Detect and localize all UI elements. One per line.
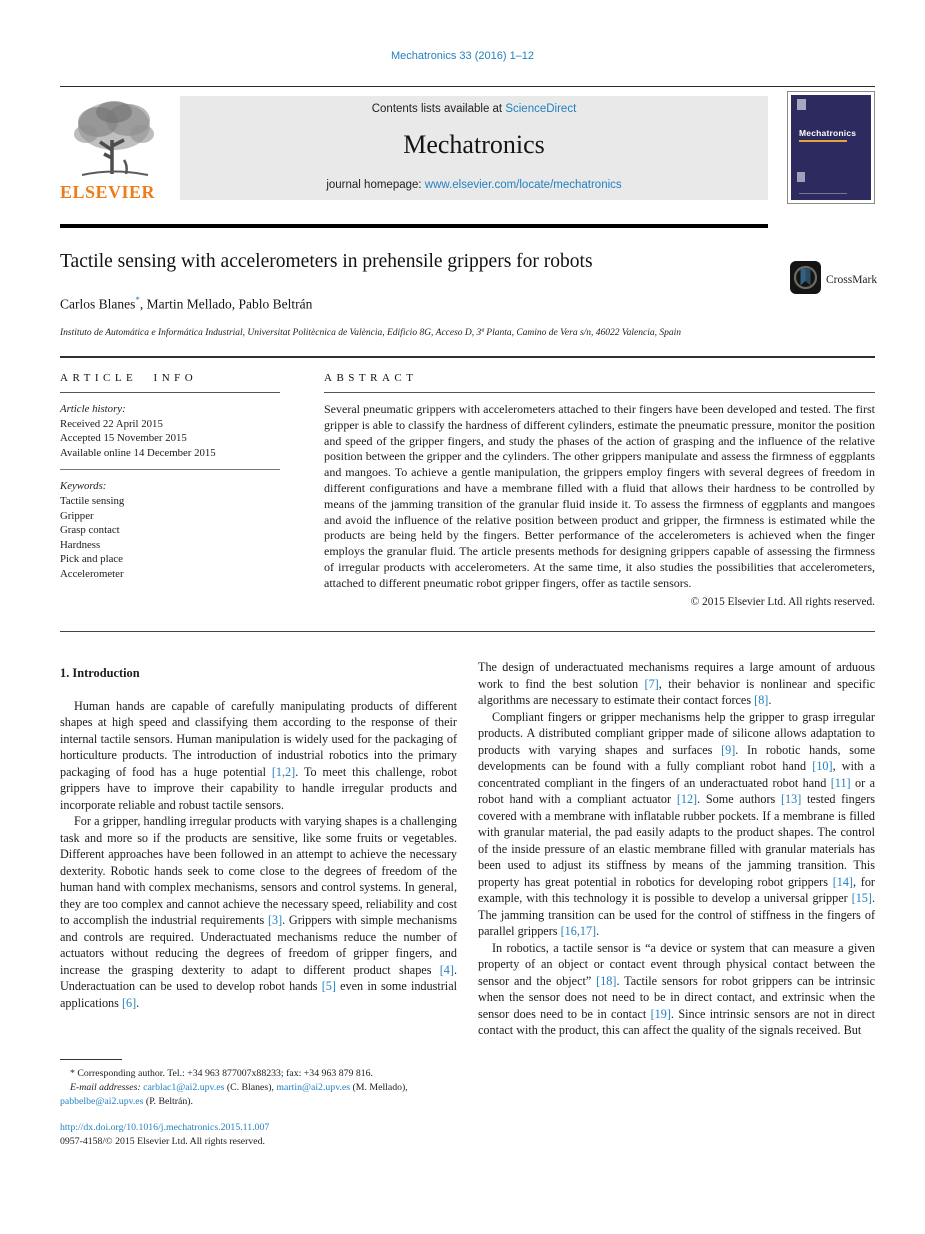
section-heading-introduction: 1. Introduction: [60, 666, 140, 680]
keywords-label: Keywords:: [60, 480, 107, 493]
footnote-block: [60, 1059, 462, 1108]
contents-prefix: Contents lists available at: [371, 103, 506, 115]
footnote-rule: [60, 1059, 122, 1060]
history-online: Available online 14 December 2015: [60, 446, 216, 459]
email-link[interactable]: pabbelbe@ai2.upv.es: [60, 1095, 144, 1107]
email-link[interactable]: carblac1@ai2.upv.es: [143, 1081, 225, 1093]
meta-bottom-divider: [60, 631, 875, 632]
homepage-prefix: journal homepage:: [326, 179, 425, 191]
body-right-column: [478, 659, 875, 1039]
sciencedirect-link[interactable]: ScienceDirect: [505, 103, 577, 115]
elsevier-wordmark: ELSEVIER: [60, 182, 156, 202]
article-info-rule: [60, 392, 280, 393]
abstract-column: [324, 372, 875, 608]
cover-emblem-icon: [797, 172, 805, 182]
body-paragraph: Compliant fingers or gripper mechanisms help the gripper to grasp irregular products. A distributed compliant gripper made of silicone allows adaptation to products with varying shapes and surfaces [9]. In robotic hands, some developments can be found with a fully compliant robot hand [10], with a concentrated compliant in the fingers of an underactuated robot hand [11] or a robot hand with a compliant actuator [12]. Some authors [13] tested fingers covered with a membrane with inflatable rubber pockets. If a membrane is filled with granular material, the pad easily adapts to the product shapes. The control of the inside pressure of an elastic membrane filled with granular materials has been used to adjust its stiffness by means of the jamming transition. This property has great potential in robotics for developing robot grippers [14], for example, with this technology it is possible to develop a universal gripper [15]. The jamming transition can be used for the control of stiffness in the fingers of parallel grippers [16,17].: [478, 709, 876, 938]
header-black-bar: [60, 224, 768, 228]
journal-banner: [180, 96, 768, 200]
cover-publisher-mark-icon: [797, 99, 806, 110]
email-link[interactable]: martin@ai2.upv.es: [276, 1081, 351, 1093]
corresponding-author-marker: *: [135, 295, 140, 305]
copyright-line: © 2015 Elsevier Ltd. All rights reserved.: [690, 595, 875, 608]
crossmark-label: CrossMark: [826, 274, 878, 286]
citation-ref[interactable]: [18]: [596, 973, 617, 988]
meta-top-divider: [60, 356, 875, 358]
citation-ref[interactable]: [8]: [754, 693, 769, 707]
body-paragraph: For a gripper, handling irregular products with varying shapes is a challenging task and more so if the products are sensitive, like some fruits or vegetables. Different approaches have been followed in an attempt to achieve the necessary dexterity. Robotic hands seek to come close to the degrees of freedom of the human hand with complex mechanisms, sensors and control systems. In general, they are too complex and cannot achieve the necessary speed, reliability and cost to accomplish the industrial requirements [3]. Grippers with simple mechanisms and controls are required. Underactuated mechanisms reduce the number of actuators without reducing the degrees of freedom of gripper fingers, and increase the grasping dexterity to adapt to different product shapes [4]. Underactuation can be used to develop robot hands [5] even in some industrial applications [6].: [60, 814, 458, 1010]
body-paragraph: In robotics, a tactile sensor is “a device or system that can measure a given property of an object or contact event through physical contact between the sensor and the object” [18]. Tactile sensors for robot grippers can be intrinsic when the sensor does not need to be in direct contact, and extrinsic when the sensor does need to be in contact [19]. Since intrinsic sensors are not in direct contact with the product, this can affect the quality of the signals received. But: [478, 940, 876, 1037]
cover-subtitle-bar: [799, 140, 847, 142]
history-accepted: Accepted 15 November 2015: [60, 432, 187, 445]
article-info-column: [60, 372, 280, 608]
affiliation: Instituto de Automática e Informática Industrial, Universitat Politècnica de València, Edificio 8G, Acceso D, 3ª Planta, Camino de Vera s/n, 46022 Valencia, Spain: [60, 328, 682, 338]
history-keywords-divider: [60, 469, 280, 470]
crossmark-icon: [790, 261, 821, 299]
history-label: Article history:: [60, 403, 126, 415]
abstract-heading: ABSTRACT: [324, 372, 418, 384]
keyword: Tactile sensing: [60, 494, 125, 507]
body-paragraph: The design of underactuated mechanisms requires a large amount of arduous work to find the best solution [7], their behavior is nonlinear and specific algorithms are necessary to estimate their contact forces [8].: [478, 660, 875, 707]
citation-ref[interactable]: [4]: [439, 962, 454, 977]
contents-line: [180, 103, 768, 115]
citation-ref[interactable]: [9]: [721, 742, 736, 757]
corresponding-author-note: * Corresponding author. Tel.: +34 963 877007x88233; fax: +34 963 879 816.: [70, 1068, 373, 1079]
author-list: Carlos Blanes*, Martin Mellado, Pablo Beltrán: [60, 295, 313, 312]
citation-ref[interactable]: [16,17]: [560, 924, 597, 938]
abstract-rule: [324, 392, 875, 393]
citation-ref[interactable]: [7]: [644, 676, 659, 691]
journal-header: [60, 96, 875, 203]
abstract-text: Several pneumatic grippers with accelerometers attached to their fingers have been developed and tested. The first gripper is able to classify the hardness of different cylinders, estimate the pneumatic pressure, monitor the position and speed of the gripper fingers, and study the phases of the action of grasping and the influence of the relative position between the gripper and the cylinders. The other grippers manipulate and assess the firmness of eggplants and mangoes. To achieve a gentle manipulation, the grippers employ fingers with several degrees of freedom in different configurations and have a membrane filled with a fluid that allows their hardness to be controlled by means of the jamming transition of the granular fluid inside it. To assess the firmness of eggplants and mangoes and avoid the influence of the relative position between product and gripper, the firmness is estimated while the products are being held by the fingers. Better performance of the accelerometers is achieved when the finger employs the granular fluid. The article presents methods for designing grippers capable of assessing the firmness of irregular products with accelerometers. At the same time, it also studies the possibilities that accelerometers, attached to different pneumatic robot gripper fingers, offer as tactile sensors.: [324, 402, 875, 590]
citation-ref[interactable]: [1,2]: [271, 764, 296, 779]
keyword: Gripper: [60, 509, 94, 522]
keyword: Pick and place: [60, 553, 123, 566]
cover-footer-line: [799, 193, 847, 194]
cover-title: Mechatronics: [799, 128, 857, 138]
email-label: E-mail addresses:: [70, 1081, 144, 1093]
journal-title: Mechatronics: [403, 130, 545, 159]
journal-cover-thumbnail[interactable]: [787, 91, 875, 204]
elsevier-logo[interactable]: [60, 96, 172, 203]
crossmark-badge[interactable]: [790, 261, 877, 299]
history-received: Received 22 April 2015: [60, 417, 163, 430]
article-title: Tactile sensing with accelerometers in prehensile grippers for robots: [60, 251, 593, 272]
citation-ref[interactable]: [15]: [851, 891, 872, 905]
citation-ref[interactable]: [10]: [812, 759, 833, 773]
doi-block: [60, 1121, 269, 1149]
journal-reference: Mechatronics 33 (2016) 1–12: [390, 50, 535, 62]
email-links: carblac1@ai2.upv.es (C. Blanes), martin@ai2.upv.es (M. Mellado), pabbelbe@ai2.upv.es (P. Beltrán).: [60, 1081, 408, 1107]
citation-ref[interactable]: [6]: [121, 995, 137, 1010]
top-divider: [60, 86, 875, 87]
journal-cover-art: [791, 95, 871, 200]
meta-section: [60, 372, 875, 608]
citation-ref[interactable]: [13]: [780, 792, 802, 806]
email-addresses-note: [60, 1081, 462, 1109]
citation-ref[interactable]: [5]: [321, 979, 336, 993]
keyword: Grasp contact: [60, 524, 120, 537]
citation-ref[interactable]: [19]: [650, 1006, 671, 1021]
citation-ref[interactable]: [14]: [832, 874, 853, 889]
homepage-url-link[interactable]: www.elsevier.com/locate/mechatronics: [424, 179, 622, 191]
citation-ref[interactable]: [12]: [676, 792, 698, 806]
body-paragraph: Human hands are capable of carefully manipulating products of different shapes at high speed and classifying them according to the response of their internal tactile sensors. Human manipulation is widely used for the packaging of horticulture products. The introduction of industrial robotics into the primary packaging of food has a huge potential [1,2]. To meet this challenge, robot grippers have to improve their capability to handle irregular products and incorporate reliable and robust tactile sensors.: [60, 698, 457, 812]
keyword: Hardness: [60, 538, 101, 551]
body-left-column: [60, 659, 457, 1011]
citation-ref[interactable]: [11]: [830, 775, 851, 790]
homepage-line: [180, 179, 768, 191]
citation-ref[interactable]: [3]: [267, 913, 283, 927]
keyword: Accelerometer: [60, 567, 124, 580]
doi-link[interactable]: http://dx.doi.org/10.1016/j.mechatronics.2015.11.007: [60, 1122, 270, 1133]
issn-copyright-line: 0957-4158/© 2015 Elsevier Ltd. All rights reserved.: [60, 1136, 265, 1147]
article-info-heading: ARTICLE INFO: [60, 372, 198, 384]
